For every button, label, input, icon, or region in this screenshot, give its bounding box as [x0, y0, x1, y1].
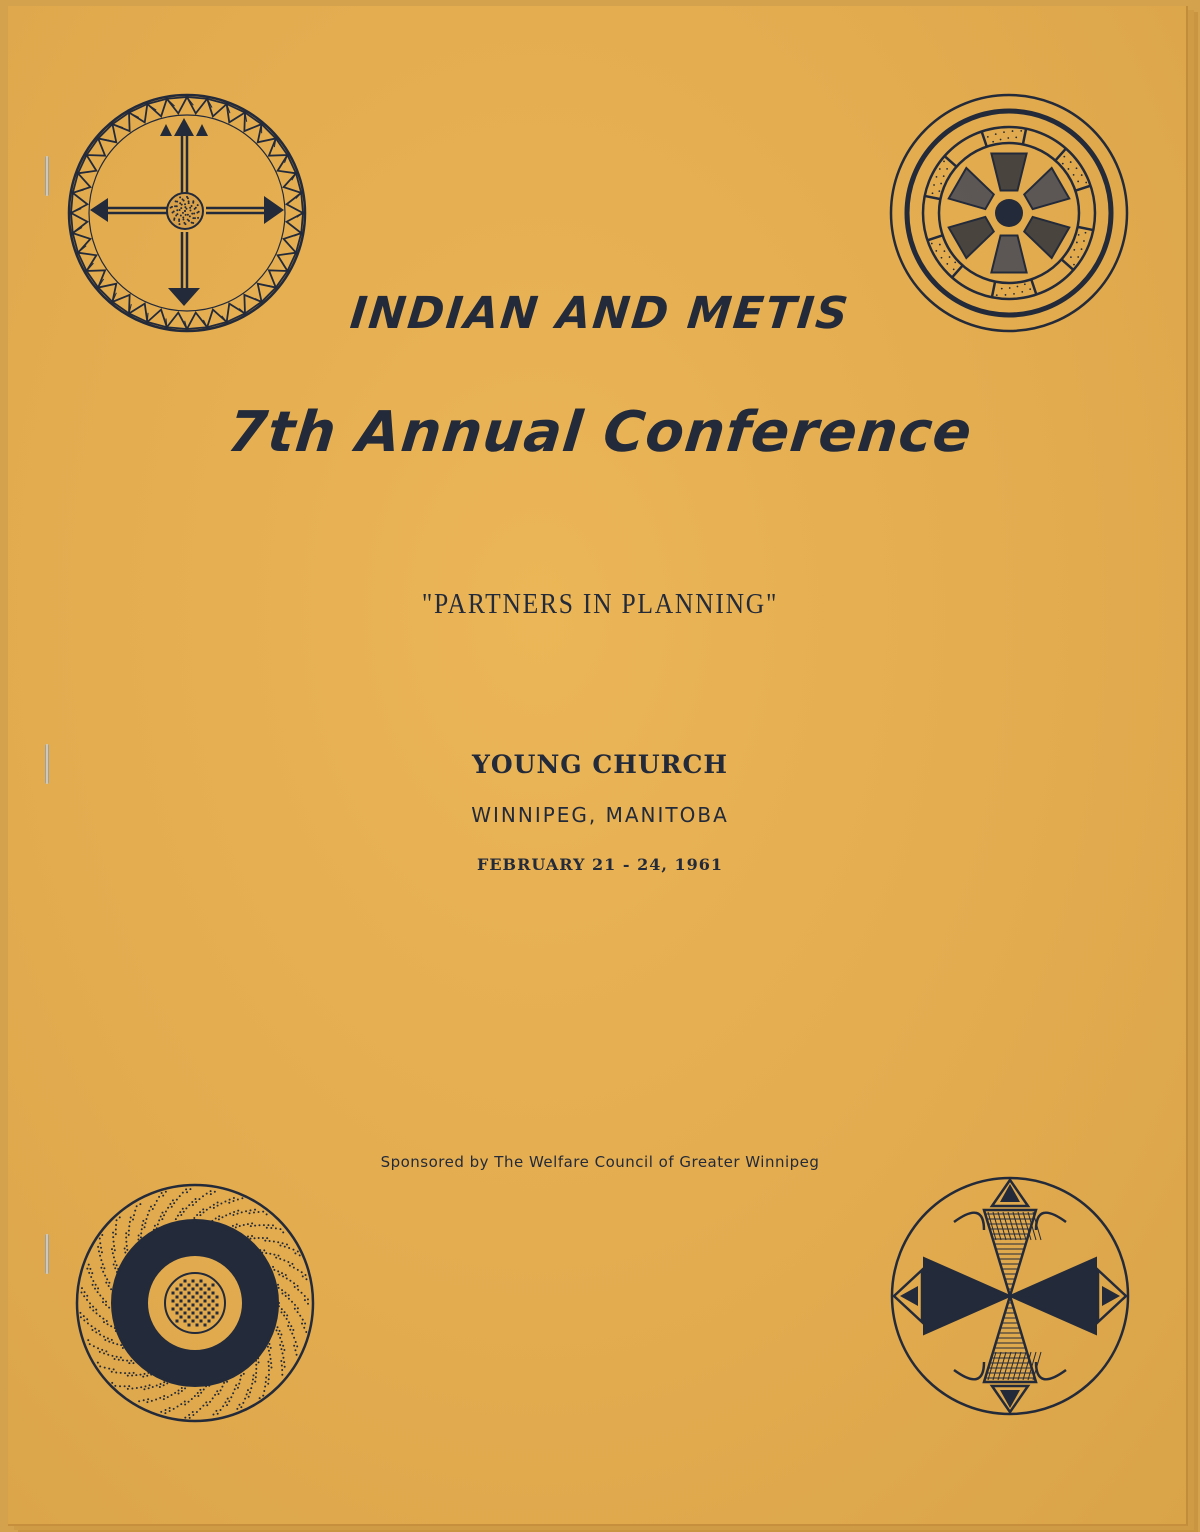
conference-dates: FEBRUARY 21 - 24, 1961 — [476, 855, 724, 874]
conference-theme: "PARTNERS IN PLANNING" — [421, 588, 779, 620]
staple — [45, 1234, 49, 1274]
sponsor-line: Sponsored by The Welfare Council of Greater Winnipeg — [380, 1153, 820, 1171]
venue-name: YOUNG CHURCH — [472, 750, 728, 779]
title-line-2: 7th Annual Conference — [224, 400, 976, 465]
concentric-target-emblem — [70, 1178, 320, 1428]
quartered-diamond-emblem — [884, 1170, 1136, 1422]
venue-city: WINNIPEG, MANITOBA — [471, 803, 729, 827]
staple — [45, 156, 49, 196]
title-line-1: INDIAN AND METIS — [347, 288, 853, 339]
